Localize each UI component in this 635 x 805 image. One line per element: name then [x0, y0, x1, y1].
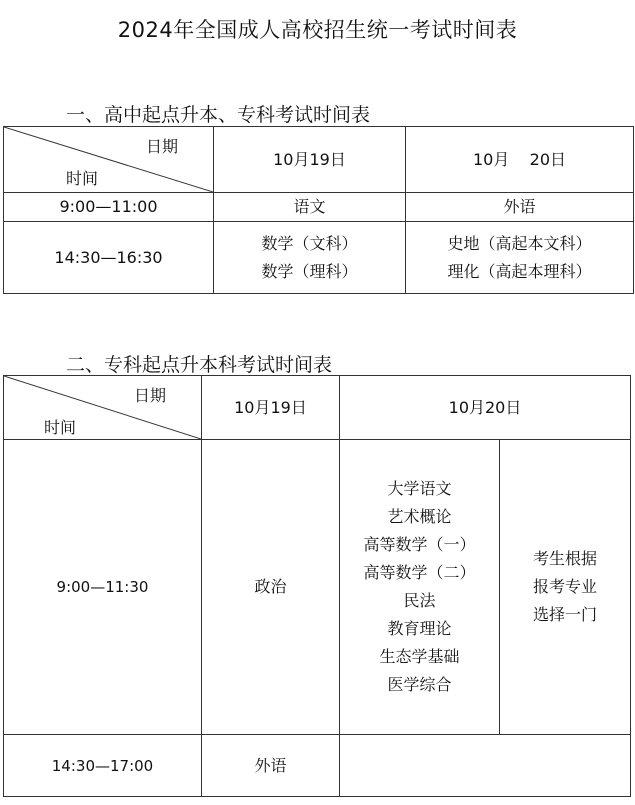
table-row: [4, 735, 631, 797]
column-header-oct20: 10月20日: [340, 376, 631, 440]
section-title-1: 一、高中起点升本、专科考试时间表: [66, 104, 371, 126]
subject-line: 数学（文科）: [261, 233, 358, 253]
subject-cell: 政治: [202, 440, 340, 735]
date-axis-label: 日期: [134, 386, 167, 405]
time-cell: 14:30—17:00: [4, 735, 202, 797]
note-line: 选择一门: [533, 605, 598, 624]
diagonal-header-cell: [4, 127, 214, 193]
time-axis-label: 时间: [66, 169, 99, 188]
subject-line: 理化（高起本理科）: [447, 261, 592, 281]
subject-cell: 语文: [214, 193, 406, 222]
subject-line: 史地（高起本文科）: [447, 233, 592, 253]
table-row: [4, 222, 634, 294]
time-axis-label: 时间: [44, 418, 77, 437]
time-cell: 14:30—16:30: [4, 222, 214, 294]
note-cell: [500, 440, 631, 735]
date-axis-label: 日期: [146, 137, 179, 156]
schedule-table-1: [3, 126, 634, 294]
section-title-2: 二、专科起点升本科考试时间表: [66, 354, 333, 376]
subject-cell: [406, 222, 634, 294]
table-header-row: [4, 376, 631, 440]
subject-list-cell: [340, 440, 500, 735]
subject-line: 生态学基础: [379, 647, 460, 666]
subject-line: 教育理论: [387, 619, 452, 638]
subject-line: 医学综合: [387, 675, 452, 694]
subject-line: 数学（理科）: [261, 261, 358, 281]
subject-line: 高等数学（二）: [363, 563, 476, 582]
note-line: 报考专业: [533, 577, 598, 596]
column-header-oct20: 10月 20日: [406, 127, 634, 193]
subject-cell: [214, 222, 406, 294]
time-cell: 9:00—11:00: [4, 193, 214, 222]
diagonal-line: [4, 376, 201, 439]
page-title: 2024年全国成人高校招生统一考试时间表: [117, 18, 518, 42]
table-row: [4, 193, 634, 222]
column-header-oct19: 10月19日: [202, 376, 340, 440]
table-row: [4, 440, 631, 735]
empty-cell: [340, 735, 631, 797]
diagonal-header-cell: [4, 376, 202, 440]
subject-line: 民法: [403, 591, 436, 610]
table-header-row: [4, 127, 634, 193]
subject-line: 艺术概论: [387, 507, 452, 526]
time-cell: 9:00—11:30: [4, 440, 202, 735]
diagonal-line: [4, 127, 213, 192]
note-line: 考生根据: [533, 549, 598, 568]
subject-cell: 外语: [406, 193, 634, 222]
subject-line: 大学语文: [387, 479, 452, 498]
schedule-table-2: [3, 375, 631, 797]
subject-line: 高等数学（一）: [363, 535, 476, 554]
subject-cell: 外语: [202, 735, 340, 797]
column-header-oct19: 10月19日: [214, 127, 406, 193]
